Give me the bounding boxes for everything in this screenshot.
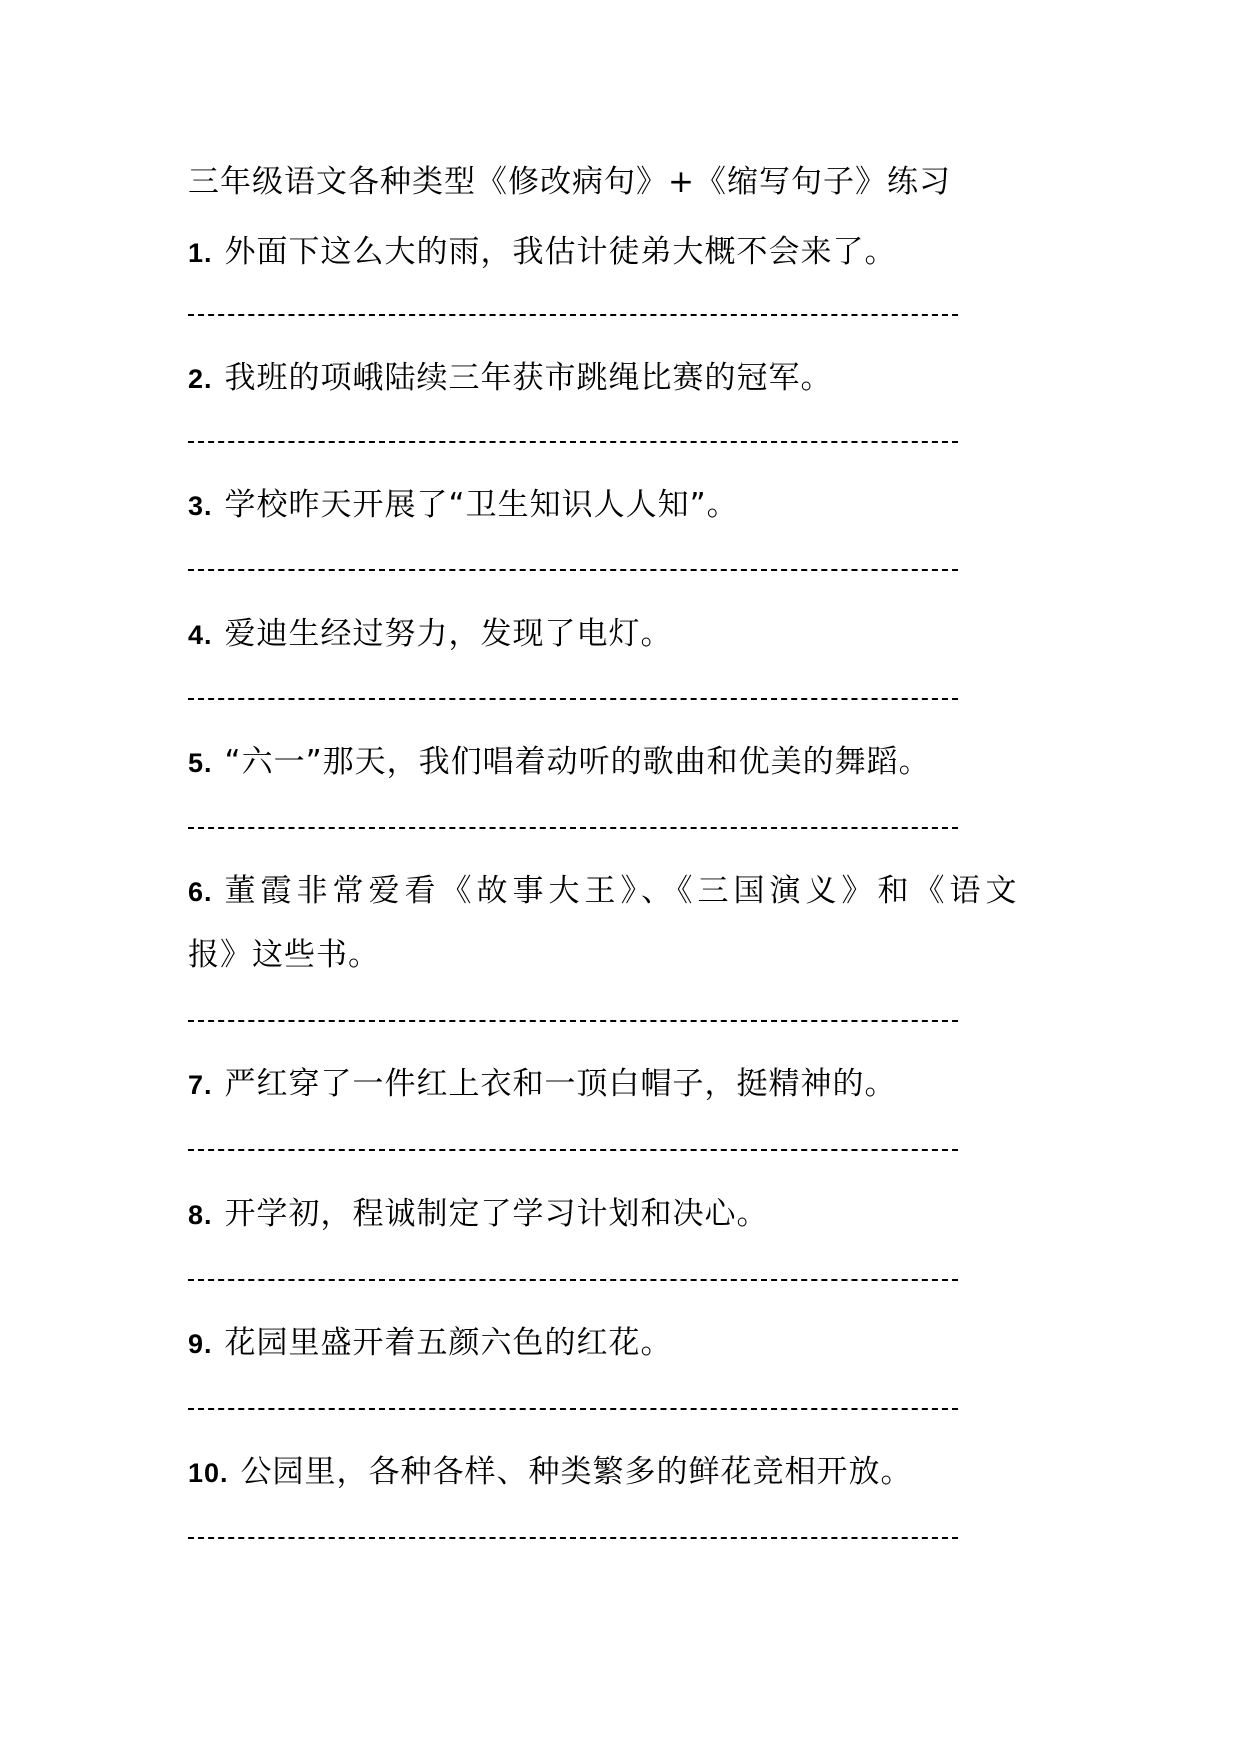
question-text: 外面下这么大的雨，我估计徒弟大概不会来了。 <box>224 234 897 270</box>
question-10 <box>188 1452 913 1493</box>
question-number: 10. <box>188 1458 229 1488</box>
question-text-line-1: 董霞非常爱看《故事大王》、《三国演义》和《语文 <box>224 873 1022 909</box>
question-number: 2. <box>188 364 213 394</box>
question-6 <box>188 871 1022 912</box>
answer-line-6 <box>188 1020 958 1022</box>
question-1 <box>188 232 897 273</box>
question-text: 严红穿了一件红上衣和一顶白帽子，挺精神的。 <box>224 1066 897 1102</box>
question-8 <box>188 1194 769 1235</box>
question-text: 学校昨天开展了“卫生知识人人知”。 <box>224 487 739 523</box>
question-number: 8. <box>188 1200 213 1230</box>
answer-line-3 <box>188 569 958 571</box>
question-number: 3. <box>188 491 213 521</box>
answer-line-1 <box>188 314 958 316</box>
question-9 <box>188 1323 673 1364</box>
answer-line-10 <box>188 1537 958 1539</box>
question-3 <box>188 485 739 526</box>
answer-line-9 <box>188 1408 958 1410</box>
question-text: 我班的项峨陆续三年获市跳绳比赛的冠军。 <box>224 360 833 396</box>
question-5 <box>188 742 931 783</box>
answer-line-8 <box>188 1279 958 1281</box>
question-2 <box>188 358 833 399</box>
answer-line-7 <box>188 1149 958 1151</box>
question-text: “六一”那天，我们唱着动听的歌曲和优美的舞蹈。 <box>224 744 931 780</box>
answer-line-2 <box>188 441 958 443</box>
question-6-continued <box>188 935 380 975</box>
question-4 <box>188 614 673 655</box>
question-7 <box>188 1064 897 1105</box>
question-number: 6. <box>188 877 213 907</box>
question-number: 5. <box>188 748 213 778</box>
question-number: 1. <box>188 238 213 268</box>
answer-line-5 <box>188 827 958 829</box>
question-number: 9. <box>188 1329 213 1359</box>
answer-line-4 <box>188 698 958 700</box>
question-text: 公园里，各种各样、种类繁多的鲜花竞相开放。 <box>240 1454 913 1490</box>
question-text: 开学初，程诚制定了学习计划和决心。 <box>224 1196 769 1232</box>
question-text-line-2: 报》这些书。 <box>188 937 380 973</box>
question-text: 爱迪生经过努力，发现了电灯。 <box>224 616 673 652</box>
question-text: 花园里盛开着五颜六色的红花。 <box>224 1325 673 1361</box>
worksheet-title: 三年级语文各种类型《修改病句》+《缩写句子》练习 <box>188 164 951 200</box>
question-number: 7. <box>188 1070 213 1100</box>
question-number: 4. <box>188 620 213 650</box>
